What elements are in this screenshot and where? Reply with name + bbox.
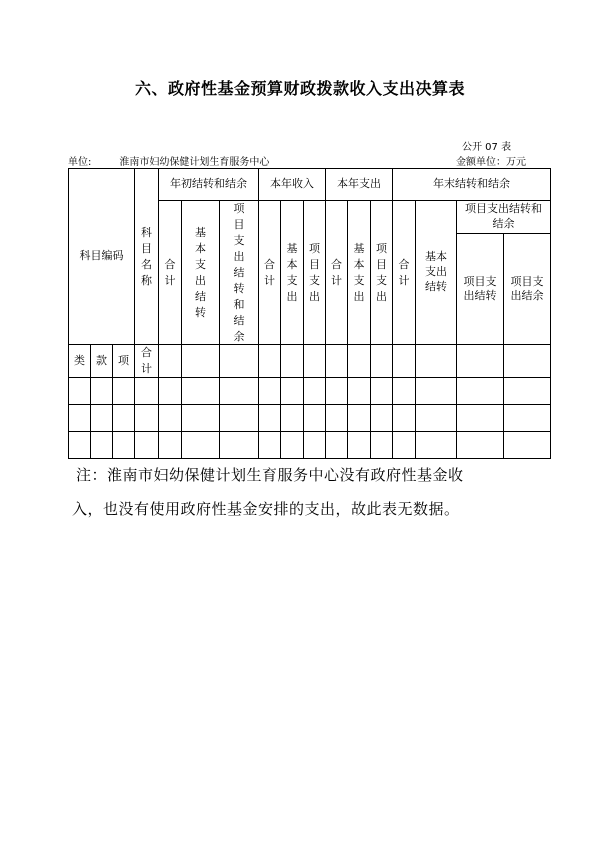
note-line-2: 入，也没有使用政府性基金安排的支出，故此表无数据。	[72, 500, 460, 518]
table-cell	[113, 432, 135, 459]
table-cell	[259, 432, 281, 459]
table-cell	[348, 378, 371, 405]
header-current-expense: 本年支出	[326, 169, 393, 201]
table-cell	[304, 405, 326, 432]
total-row-label: 合计	[135, 345, 159, 378]
header-current-income: 本年收入	[259, 169, 326, 201]
table-cell	[457, 345, 504, 378]
table-cell	[159, 432, 182, 459]
table-cell	[304, 345, 326, 378]
table-cell	[326, 405, 348, 432]
header-begin-balance: 年初结转和结余	[159, 169, 259, 201]
header-expense-total: 合计	[326, 201, 348, 345]
table-cell	[159, 378, 182, 405]
table-cell	[220, 345, 259, 378]
form-number: 公开 07 表	[462, 142, 512, 153]
table-cell	[416, 378, 457, 405]
header-end-project-carry-balance: 项目支出结转和结余	[457, 201, 551, 234]
table-cell	[159, 405, 182, 432]
table-cell	[182, 405, 220, 432]
table-cell	[304, 378, 326, 405]
header-end-balance: 年末结转和结余	[393, 169, 551, 201]
table-cell	[504, 378, 551, 405]
note	[72, 458, 528, 526]
table-cell	[113, 378, 135, 405]
table-cell	[220, 405, 259, 432]
header-expense-basic: 基本支出	[348, 201, 371, 345]
table-cell	[281, 378, 304, 405]
table-cell	[326, 432, 348, 459]
table-cell	[457, 432, 504, 459]
header-xiang: 项	[113, 345, 135, 378]
budget-table	[68, 168, 551, 459]
table-cell	[259, 345, 281, 378]
page-title: 六、政府性基金预算财政拨款收入支出决算表	[134, 79, 465, 98]
table-cell	[259, 405, 281, 432]
table-cell	[91, 405, 113, 432]
table-cell	[159, 345, 182, 378]
header-end-basic-carry: 基本支出结转	[416, 201, 457, 345]
table-cell	[371, 345, 393, 378]
table-cell	[371, 405, 393, 432]
unit-name: 淮南市妇幼保健计划生育服务中心	[119, 157, 270, 168]
table-cell	[113, 405, 135, 432]
table-cell	[259, 378, 281, 405]
table-cell	[135, 405, 159, 432]
table-cell	[457, 378, 504, 405]
table-cell	[182, 378, 220, 405]
table-cell	[91, 432, 113, 459]
table-cell	[504, 405, 551, 432]
unit-info	[68, 153, 269, 168]
header-income-total: 合计	[259, 201, 281, 345]
table-cell	[416, 345, 457, 378]
table-cell	[69, 432, 91, 459]
table-cell	[457, 405, 504, 432]
table-cell	[281, 345, 304, 378]
table-cell	[504, 345, 551, 378]
header-begin-project-carry-balance: 项目支出结转和结余	[220, 201, 259, 345]
table-cell	[326, 378, 348, 405]
table-cell	[135, 378, 159, 405]
table-cell	[304, 432, 326, 459]
table-cell	[416, 405, 457, 432]
header-expense-project: 项目支出	[371, 201, 393, 345]
table-cell	[281, 432, 304, 459]
table-cell	[135, 432, 159, 459]
table-cell	[182, 345, 220, 378]
header-lei: 类	[69, 345, 91, 378]
table-cell	[371, 432, 393, 459]
table-cell	[91, 378, 113, 405]
table-cell	[504, 432, 551, 459]
table-cell	[393, 345, 416, 378]
table-cell	[348, 405, 371, 432]
table-cell	[69, 405, 91, 432]
table-cell	[326, 345, 348, 378]
header-end-project-balance: 项目支出结余	[504, 234, 551, 345]
table-cell	[416, 432, 457, 459]
table-cell	[182, 432, 220, 459]
header-kuan: 款	[91, 345, 113, 378]
header-end-total: 合计	[393, 201, 416, 345]
table-row	[69, 405, 551, 432]
header-income-project: 项目支出	[304, 201, 326, 345]
table-cell	[220, 378, 259, 405]
table-row	[69, 378, 551, 405]
table-cell	[281, 405, 304, 432]
header-subject-code: 科目编码	[69, 169, 135, 345]
header-end-project-carry: 项目支出结转	[457, 234, 504, 345]
table-cell	[69, 378, 91, 405]
header-begin-total: 合计	[159, 201, 182, 345]
unit-label: 单位:	[68, 157, 92, 168]
header-income-basic: 基本支出	[281, 201, 304, 345]
table-cell	[393, 432, 416, 459]
table-cell	[393, 378, 416, 405]
note-line-1: 注：淮南市妇幼保健计划生育服务中心没有政府性基金收	[76, 466, 464, 484]
table-cell	[220, 432, 259, 459]
table-cell	[348, 345, 371, 378]
table-cell	[348, 432, 371, 459]
table-cell	[371, 378, 393, 405]
header-begin-basic-carry: 基本支出结转	[182, 201, 220, 345]
header-subject-name: 科目名称	[135, 169, 159, 345]
table-cell	[393, 405, 416, 432]
table-row	[69, 432, 551, 459]
amount-unit: 金额单位：万元	[456, 157, 526, 168]
